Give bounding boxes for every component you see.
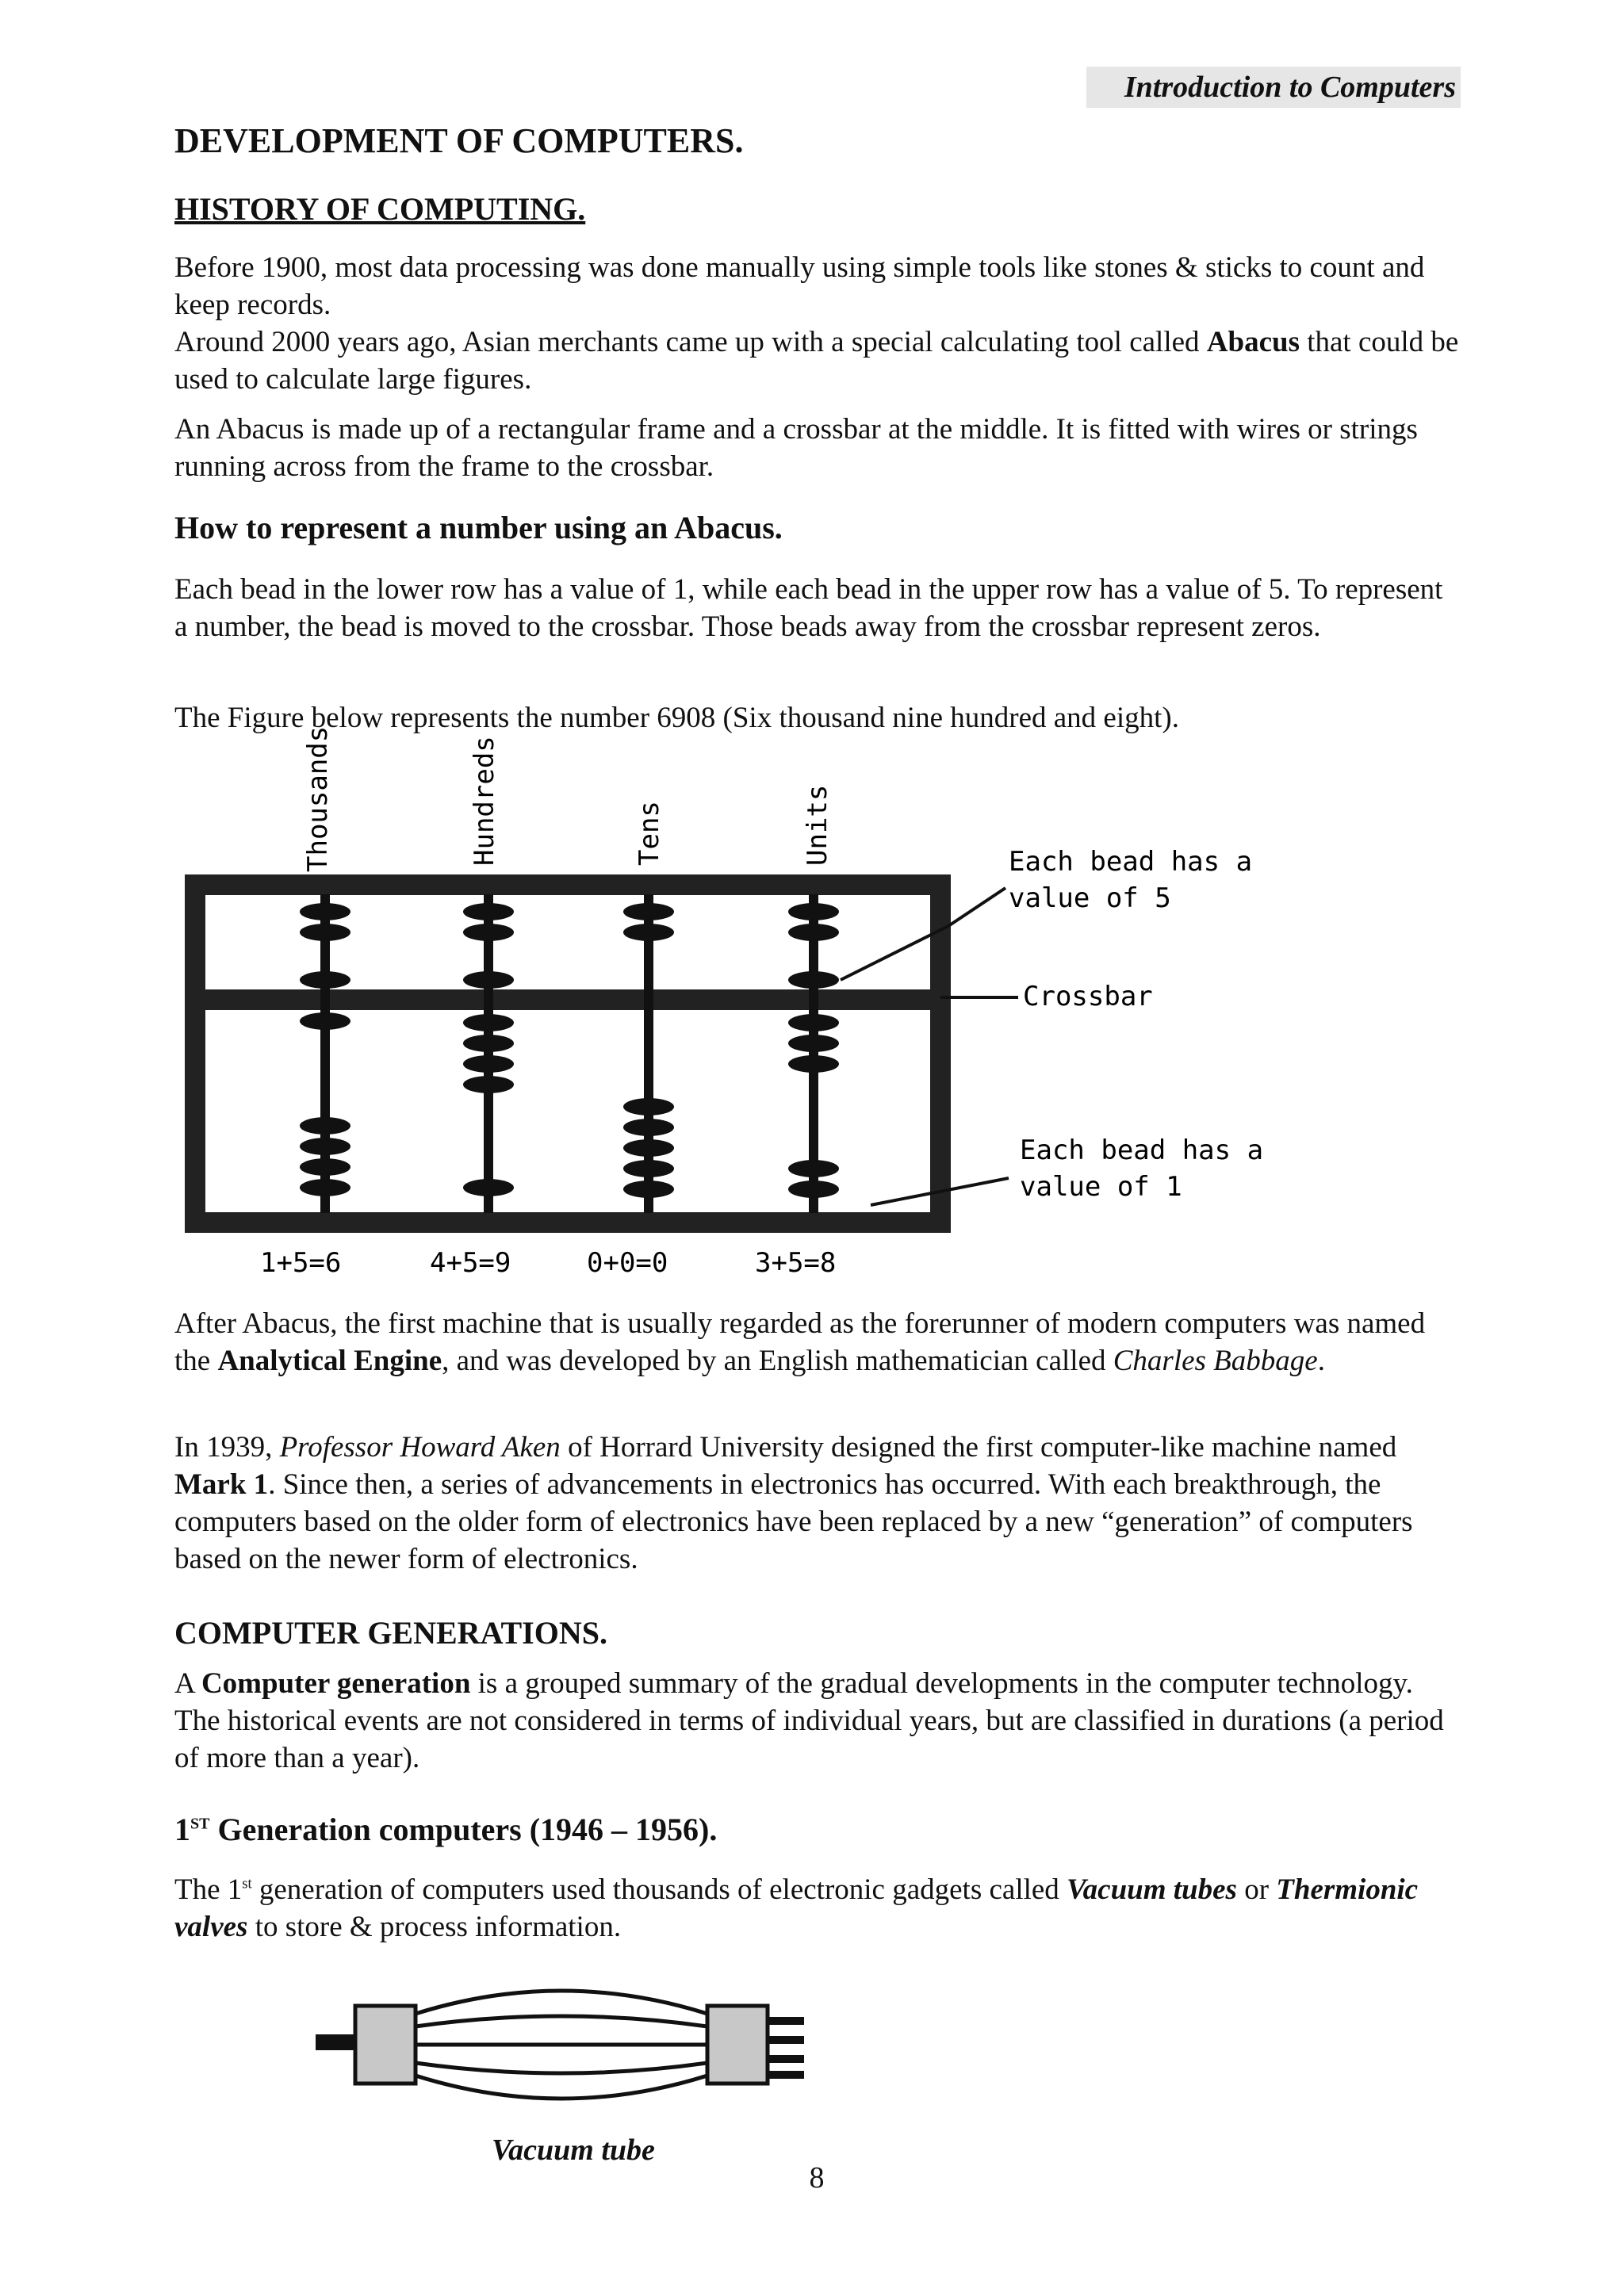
text-run: generation of computers used thousands of electronic gadgets called [251, 1873, 1067, 1906]
tube-left-pin [316, 2034, 355, 2050]
beads-thousands [300, 903, 350, 1196]
sum-hundreds: 4+5=9 [430, 1247, 511, 1279]
column-label-tens: Tens [634, 801, 665, 866]
text-run: of Horrard University designed the first computer-like machine named [560, 1431, 1397, 1464]
paragraph-before-1900: Before 1900, most data processing was done manually using simple tools like stones & sticks to count and keep records. [174, 251, 1425, 321]
text-run: A [174, 1667, 201, 1700]
column-label-hundreds: Hundreds [469, 736, 500, 866]
vacuum-tube-caption: Vacuum tube [492, 2133, 655, 2167]
abacus-heading: How to represent a number using an Abacus. [174, 510, 783, 545]
label-upper-bead-line1: Each bead has a [1009, 846, 1253, 878]
text-run: The 1 [174, 1873, 243, 1906]
beads-units [788, 903, 839, 1198]
page-number: 8 [809, 2161, 825, 2195]
text-run: , and was developed by an English mathematician called [442, 1345, 1113, 1377]
sum-thousands: 1+5=6 [260, 1247, 342, 1279]
paragraph-abacus-structure: An Abacus is made up of a rectangular frame and a crossbar at the middle. It is fitted with wires or strings running across from the frame to the crossbar. [174, 413, 1418, 483]
superscript: ST [190, 1815, 210, 1833]
tube-glass-envelope [416, 1991, 707, 2099]
text-run: In 1939, [174, 1431, 280, 1464]
superscript: st [242, 1876, 252, 1892]
name-howard-aken: Professor Howard Aken [279, 1431, 561, 1464]
history-heading: HISTORY OF COMPUTING. [174, 191, 586, 227]
text-run: or [1236, 1873, 1277, 1906]
generations-heading: COMPUTER GENERATIONS. [174, 1615, 607, 1651]
label-pointers [841, 888, 1018, 1205]
text-run: 1 [174, 1812, 190, 1847]
sum-units: 3+5=8 [755, 1247, 837, 1279]
sum-tens: 0+0=0 [587, 1247, 668, 1279]
paragraph-vacuum-tubes [174, 1871, 1459, 1946]
paragraph-bead-values: Each bead in the lower row has a value of 1, while each bead in the upper row has a value of 5. To represent a number, the bead is moved to the crossbar. Those beads away from the crossbar represent zeros. [174, 573, 1443, 643]
paragraph-mark1 [174, 1429, 1459, 1578]
label-lower-bead-line2: value of 1 [1020, 1171, 1182, 1203]
text-run: is a grouped summary of the gradual developments in the computer technology. The historical events are not considered in terms of individual years, but are classified in durations (a period of more than a year). [174, 1667, 1444, 1774]
text-run: to store & process information. [247, 1911, 622, 1943]
text-run: After Abacus, the first machine that is usually regarded as the forerunner of modern computers was named the [174, 1307, 1426, 1377]
text-run: . [1317, 1345, 1325, 1377]
term-mark-1: Mark 1 [174, 1468, 269, 1501]
term-abacus: Abacus [1206, 326, 1300, 358]
label-crossbar: Crossbar [1023, 981, 1153, 1012]
column-label-units: Units [802, 784, 833, 866]
abacus-frame [195, 885, 940, 1223]
tube-left-cap [355, 2006, 416, 2084]
beads-hundreds [463, 903, 514, 1196]
tube-right-pins [768, 2017, 804, 2079]
label-upper-bead-line2: value of 5 [1009, 882, 1171, 914]
beads-tens [623, 903, 674, 1198]
term-computer-generation: Computer generation [201, 1667, 471, 1700]
text-run: Around 2000 years ago, Asian merchants came up with a special calculating tool called [174, 326, 1207, 358]
abacus-rods [325, 894, 814, 1213]
column-label-thousands: Thousands [302, 725, 334, 872]
term-vacuum-tubes: Vacuum tubes [1067, 1873, 1237, 1906]
running-header: Introduction to Computers [1086, 67, 1461, 108]
paragraph-generation-definition [174, 1665, 1459, 1777]
paragraph-abacus-intro [174, 323, 1459, 398]
page-title: DEVELOPMENT OF COMPUTERS. [174, 121, 744, 160]
paragraph-analytical-engine [174, 1305, 1459, 1380]
gen1-heading [174, 1811, 1459, 1848]
name-charles-babbage: Charles Babbage [1113, 1345, 1318, 1377]
label-lower-bead-line1: Each bead has a [1020, 1135, 1264, 1166]
term-thermionic-valves: Thermionic valves [174, 1873, 1419, 1943]
text-run: . Since then, a series of advancements in electronics has occurred. With each breakthrough, the computers based on the older form of electronics have been replaced by a new “generation” of computers based on the newer form of electronics. [174, 1468, 1413, 1575]
text-run: that could be used to calculate large figures. [174, 326, 1459, 396]
abacus-crossbar [195, 989, 940, 1010]
tube-right-cap [707, 2006, 768, 2084]
text-run: Generation computers (1946 – 1956). [209, 1812, 718, 1847]
paragraph-figure-intro: The Figure below represents the number 6908 (Six thousand nine hundred and eight). [174, 702, 1179, 734]
term-analytical-engine: Analytical Engine [217, 1345, 442, 1377]
